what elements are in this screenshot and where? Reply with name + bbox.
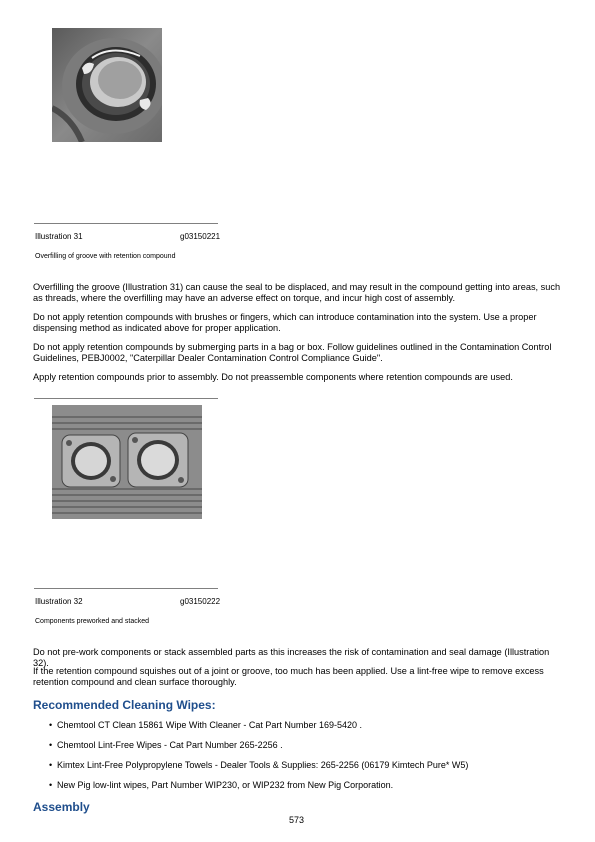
illustration-32-image [52, 405, 202, 519]
bullet-icon: • [49, 760, 53, 770]
wipe-item-text: Chemtool Lint-Free Wipes - Cat Part Number 265-2256 . [57, 740, 283, 750]
seal-groove-photo [52, 28, 162, 142]
bullet-icon: • [49, 780, 53, 790]
assembly-heading: Assembly [33, 800, 90, 814]
paragraph-apply-prior: Apply retention compounds prior to assembly. Do not preassemble components where retention compounds are used. [33, 372, 513, 382]
illustration-31-label: Illustration 31 [35, 232, 83, 241]
illustration-32-top-rule [34, 398, 218, 399]
page-number: 573 [289, 815, 305, 825]
wipe-item-text: Kimtex Lint-Free Polypropylene Towels - Dealer Tools & Supplies: 265-2256 (06179 Kimtech Pure* W5) [57, 760, 469, 770]
wipe-item-text: New Pig low-lint wipes, Part Number WIP230, or WIP232 from New Pig Corporation. [57, 780, 394, 790]
paragraph-squish-out: If the retention compound squishes out of a joint or groove, too much has been applied. Use a lint-free wipe to remove excess retention compound and clean surface thoroughly. [33, 666, 544, 688]
illustration-32-code: g03150222 [180, 597, 221, 606]
stacked-components-photo [52, 405, 202, 519]
illustration-31-caption: Overfilling of groove with retention compound [35, 253, 176, 260]
paragraph-no-brushes: Do not apply retention compounds with brushes or fingers, which can introduce contamination into the system. Use a proper dispensing method as indicated above for proper application. [33, 312, 537, 334]
illustration-31-top-rule [34, 223, 218, 224]
illustration-31-code: g03150221 [180, 232, 221, 241]
bullet-icon: • [49, 740, 53, 750]
illustration-32-caption: Components preworked and stacked [35, 618, 150, 625]
paragraph-no-submerging: Do not apply retention compounds by submerging parts in a bag or box. Follow guidelines outlined in the Contamination Control Guidelines, PEBJ0002, "Caterpillar Dealer Contamination Control Compliance Guide". [33, 342, 552, 364]
illustration-31-image [52, 28, 162, 142]
paragraph-overfilling: Overfilling the groove (Illustration 31) can cause the seal to be displaced, and may result in the compound getting into areas, such as threads, where the overfilling may have an adverse effect on torque, and incur high cost of assembly. [33, 282, 561, 304]
wipe-item-text: Chemtool CT Clean 15861 Wipe With Cleaner - Cat Part Number 169-5420 . [57, 720, 362, 730]
cleaning-wipes-heading: Recommended Cleaning Wipes: [33, 698, 216, 712]
bullet-icon: • [49, 720, 53, 730]
illustration-32-label: Illustration 32 [35, 597, 83, 606]
illustration-32-bottom-rule [34, 588, 218, 589]
paragraph-no-prework: Do not pre-work components or stack assembled parts as this increases the risk of contamination and seal damage (Illustration 32). [33, 647, 550, 669]
